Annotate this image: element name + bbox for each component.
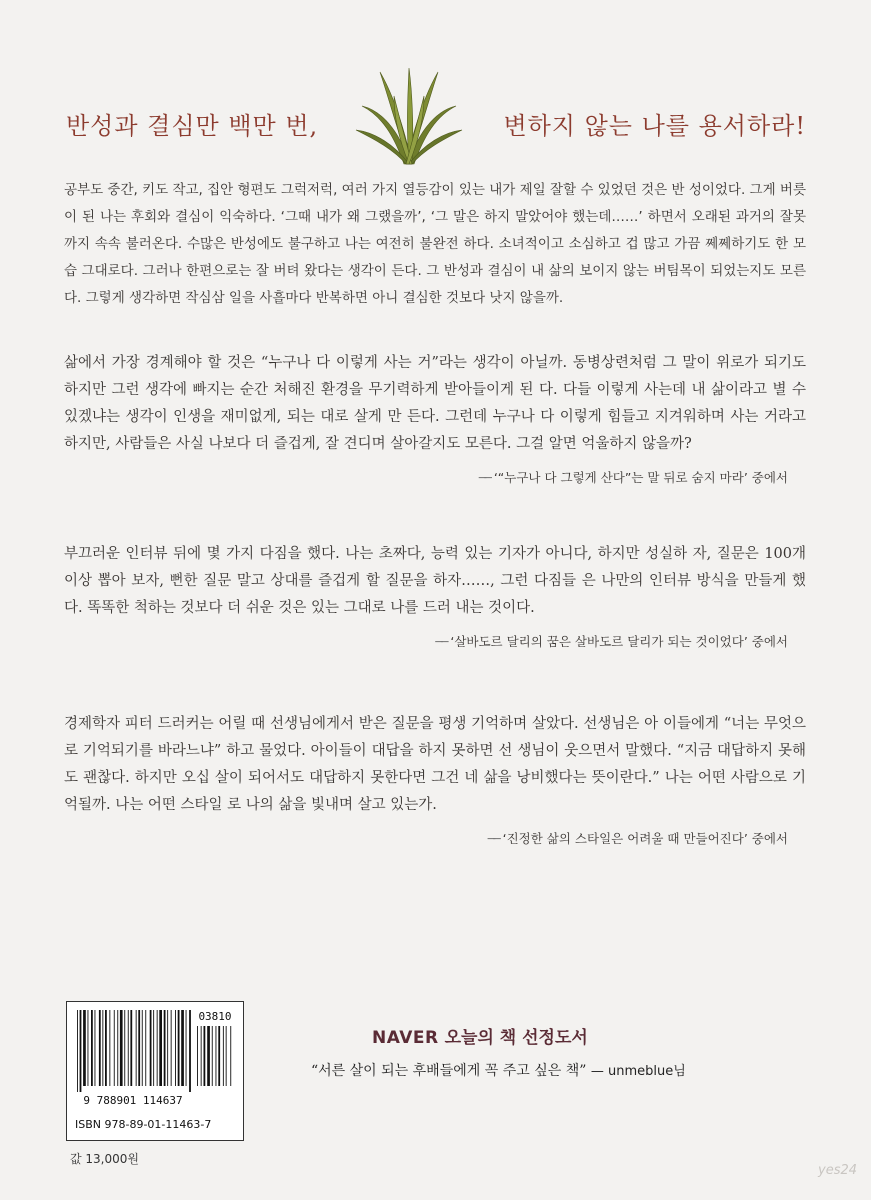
excerpt-line: 삶에서 가장 경계해야 할 것은 “누구나 다 이렇게 사는 거”라는 생각이 아닐까. 동병상련처럼 그	[64, 355, 677, 371]
intro-line: 성이었다. 그게 버릇이 된 나는 후회와 결심이 익숙하다. ‘그때 내가 왜 그랬을까’, ‘그 말은 하지 말았어야	[64, 182, 807, 225]
barcode-ean-number: 9 788901 114637	[83, 1094, 183, 1107]
naver-quote-user: — unmeblue님	[590, 1064, 686, 1079]
excerpt-line: 다. 다들 이렇게 사는데 내 삶이라고 별 수 있겠냐는 생각이 인생을 재미없게, 되는 대로 살게 만	[64, 382, 807, 425]
intro-line: 공부도 중간, 키도 작고, 집안 형편도 그럭저럭, 여러 가지 열등감이 있는 내가 제일 잘할 수 있었던 것은 반	[64, 182, 685, 198]
excerpt-source-text: ‘살바도르 달리의 꿈은 살바도르 달리가 되는 것이었다’ 중에서	[450, 634, 788, 649]
excerpt-block	[64, 711, 806, 847]
excerpt-paragraph	[64, 541, 806, 622]
aloe-plant-illustration	[354, 66, 464, 166]
excerpt-source: ── ‘“누구나 다 그렇게 산다”는 말 뒤로 숨지 마라’ 중에서	[478, 470, 788, 485]
naver-brand: NAVER	[372, 1028, 439, 1048]
intro-line: 하다. 소녀적이고 소심하고 겁 많고 가끔 쩨쩨하기도 한 모습 그대로다. 그러나 한편으로는 잘 버텨 왔다는	[64, 236, 806, 279]
excerpt-block	[64, 350, 806, 486]
excerpt-line: 로 나의 삶을 빛내며 살고 있는가.	[227, 797, 437, 813]
barcode-addon-bars	[197, 1026, 231, 1086]
excerpt-line: 부끄러운 인터뷰 뒤에 몇 가지 다짐을 했다. 나는 초짜다, 능력 있는 기자가 아니다, 하지만 성실하	[64, 546, 688, 562]
excerpt-line: 든다. 그런데 누구나 다 이렇게 힘들고 지겨워하며 사는 거라고 하지만, 사람들은 사실 나보다	[64, 409, 806, 452]
excerpt-line: 이들에게 “너는 무엇으로 기억되기를 바라느냐” 하고 물었다. 아이들이 대답을 하지 못하면 선	[64, 716, 806, 759]
naver-quote	[311, 1060, 686, 1080]
excerpt-block	[64, 541, 806, 650]
naver-quote-text: “서른 살이 되는 후배들에게 꼭 주고 싶은 책”	[311, 1063, 587, 1079]
price: 값 13,000원	[70, 1152, 139, 1166]
excerpt-line: 자, 질문은 100개 이상 뽑아 보자, 뻔한 질문 말고 상대를 즐겁게 할 질문을 하자……, 그런 다짐들	[64, 546, 807, 589]
excerpt-source-text: ‘“누구나 다 그렇게 산다”는 말 뒤로 숨지 마라’ 중에서	[493, 470, 788, 485]
excerpt-source: ── ‘진정한 삶의 스타일은 어려울 때 만들어진다’ 중에서	[487, 831, 788, 846]
excerpt-line: 말이 위로가 되기도 하지만 그런 생각에 빠지는 순간 처해진 환경을 무기력하게 받아들이게 된	[64, 355, 806, 398]
barcode-addon-number: 03810	[198, 1010, 232, 1023]
naver-recommendation-title	[372, 1023, 588, 1048]
barcode-isbn: ISBN 978-89-01-11463-7	[75, 1118, 212, 1131]
naver-user-name: unmeblue님	[607, 1064, 686, 1079]
intro-line: 생각이 든다. 그 반성과 결심이 내 삶의 보이지 않는 버팀목이 되었는지도 모른다. 그렇게 생각하면 작심삼	[64, 263, 806, 306]
watermark: yes24	[818, 1163, 858, 1178]
excerpt-line: 내는 것이다.	[455, 600, 535, 616]
headline-left: 반성과 결심만 백만 번,	[66, 112, 319, 140]
excerpt-line: 생님이 웃으면서 말했다. “지금 대답하지 못해도 괜찮다. 하지만 오십 살이 되어서도 대답하지	[64, 743, 806, 786]
headline	[66, 98, 806, 158]
barcode-bars	[77, 1010, 191, 1092]
excerpt-line: 더 즐겁게, 잘 견디며 살아갈지도 모른다. 그걸 알면 억울하지 않을까?	[255, 436, 692, 452]
excerpt-line: 못한다면 그건 네 삶을 낭비했다는 뜻이란다.” 나는 어떤 사람으로 기억될까. 나는 어떤 스타일	[64, 770, 807, 813]
excerpt-source: ── ‘살바도르 달리의 꿈은 살바도르 달리가 되는 것이었다’ 중에서	[435, 634, 788, 649]
naver-title-text: 오늘의 책 선정도서	[444, 1028, 588, 1048]
intro-line: 했는데……’ 하면서 오래된 과거의 잘못까지 속속 불러온다. 수많은 반성에도 불구하고 나는 여전히 불완전	[64, 209, 807, 252]
barcode-graphic	[73, 1006, 237, 1136]
excerpt-paragraph	[64, 711, 806, 819]
headline-right: 변하지 않는 나를 용서하라!	[503, 112, 806, 140]
intro-block	[64, 177, 806, 312]
intro-line: 일을 사흘마다 반복하면 아니 결심한 것보다 낫지 않을까.	[228, 290, 564, 306]
intro-paragraph	[64, 177, 806, 312]
excerpt-paragraph	[64, 350, 806, 458]
excerpt-source-text: ‘진정한 삶의 스타일은 어려울 때 만들어진다’ 중에서	[502, 831, 788, 846]
excerpt-line: 은 나만의 인터뷰 방식을 만들게 했다. 똑똑한 척하는 것보다 더 쉬운 것은 있는 그대로 나를 드러	[64, 573, 806, 616]
barcode-box	[66, 1001, 244, 1141]
excerpt-line: 경제학자 피터 드러커는 어릴 때 선생님에게서 받은 질문을 평생 기억하며 살았다. 선생님은 아	[64, 716, 659, 732]
